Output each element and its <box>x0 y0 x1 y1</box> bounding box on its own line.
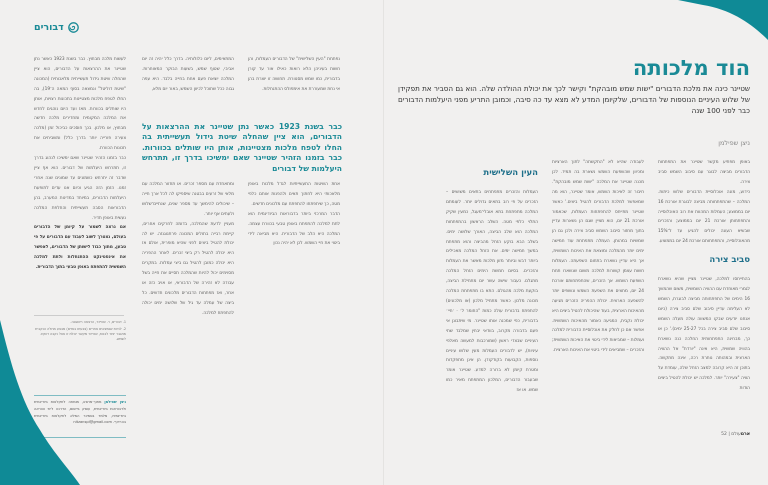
paragraph: כידוע, מונה אוכלוסיית הדבורים שלוש כיתות. המלכה – שהתפתחותה מביצה לבוגרת אורכת 16 יום בממוצע; העמלות המהוות את רוב האוכלוסייה והתפתחותן אורכת 21 יום בממוצע; והזכרים שבשיא העונה יכולים להגיע עד ל־15% מהאוכלוסייה, והתפתחותם אורכת 24 יום בממוצע. <box>658 189 750 245</box>
decorative-wave <box>0 300 80 485</box>
left-col-1-bottom <box>248 180 340 380</box>
paragraph: הדבר המרכזי ביותר בדבוראות הביודינמית הוא לתת למלכה להתפתח באופן טבעי בכוורת עצמה. המלכה היא הלב של הדבורית. היא מביאה לידי ביטוי את חיי השמש. לכן לא יהיה נכון <box>248 211 340 247</box>
paragraph: אם נרצה לשמור על קיומן של הדבורים בעולם, נצטרך לשוב לעבוד עם הדבורים על פי טבען, מתוך כבוד לישותן של הדבורים, לאפשר את אינסטינקט ההתנחלות ולתת למלכה השמשית להתפתח באופן טבעי בתוך הדבורית. <box>34 225 126 271</box>
right-col-1 <box>658 158 750 394</box>
section-tag <box>34 22 79 33</box>
magazine-brand: ארם <box>740 432 750 437</box>
right-col-3 <box>446 168 538 394</box>
paragraph: לעבודה שהיא לא "התקשתה" לתוך הארציות ומכיוון שהשפעת השמש נשארת בה תמיד. לכן מכנה שטיינר את המלכה "ישות שמש מובהקת". חיבור זה לאיכות השמש, אומר שטיינר, הוא מה שמאפשר למלכת הדבורים להטיל ביצים.' כאשר שטיינר מתייחס להתפתחות העמלות, שכאמור אורכת 21 יום, הוא מציין שגם הן נשארות עדיין בתוך מחזור סיבוב השמש סביב צירה ולכן גם הן שמשיות במהותן. העמלה מתפתחת עוד חמישה ימים יותר מהמלכה ומוצאת את האיכות השמשית, אך היא עדיין נשארת בתחום השפעתה. העמלות חשות עצמן קשורות למלכה משום שנשארו תחת השפעת השמש. אך הזכרים, שהתפתחותם אורכת 24 יום, מחצים את השפעת השמש ונשופים יותר להשפעה הארצית. יכולת ההפריה הזכרים מגיעה מהאיכות הארצית, בעוד שהיכולת להטיל ביצים היא יכולת נקבית, המגיעה כאמור מהאיכות השמשית. אפשר אם כן לחלק את אוכלוסיית הדבורית למלכה ועמלות – שמביאות לידי ביטוי את האיכות השמשית; והזכרים – שמביאים לידי ביטוי את האיכות הארצית. <box>552 160 645 354</box>
right-col-2 <box>552 158 644 373</box>
byline: ניצן שפילמן <box>718 139 750 147</box>
subheading: סביב צירה <box>709 255 750 266</box>
page-number: 52 <box>721 432 727 437</box>
paragraph: כבר בזמנו הזהיר שטיינר שאם ימשיכו לנהוג בדרך זו, תתרחש היעלמות של דבורים. הוא אף ציין שדבר זה יתרחש כשמונים עד שמונים שנה אחרי זמנו. הזמן הזה הגיע וכיום אנו עדים לתופעת היעלמות הדבורים, במיוחד במדינות המערב, בהן הדבוראות הסבה תעשייתית והחלפת המלכה נעשית באופן תדיר. <box>34 156 126 221</box>
decorative-wave <box>678 0 768 50</box>
footnote: 2. להיות שנמצאים אחרים (צבעים באזים) מבצע מחלה הנקבית מתגבר יותר לבנות, שטיינר מקשר יכולת זו אצל נקבה דווקא לשמש. <box>35 327 126 341</box>
paragraph: נפתחת "העין השלישית" של הדבורים העמלות, והן חשות בעיניהן הלא רואות כאילו אור עד קורן בדבורית, כמו שמש מסנוורת. תחושה זו יוצרת בהן אי נחת שמעוררת את אימפולס ההתנחלות. <box>248 57 340 92</box>
left-col-2-top <box>142 55 234 95</box>
left-col-2-bottom <box>142 180 234 380</box>
footnote: 1. דבורים, ר. שטיינר, הרצאה ראשונה. <box>70 320 126 324</box>
paragraph: ומתאחדת עם מספר זכרים. או תחזור המלכה עם מלאי של זרעים בבטנה שיספיקו לה לכל ארך חייה – שיכולים להימשך עד מספר שנים, שנתיים־שלוש ולעתים אף יותר. <box>142 182 234 217</box>
paragraph: בהתייחסו למלכה, שטיינר מציין שהיא נשארת לגמרי מאוחדת עם ההוויה השמשית, משום שהמשך 16 הימים של התפתחותה מביצה לבוגרת, השמש לא העלימה עדיין סיבוב שלם סביב צירה (כיום אנחנו יודעים שבקו המשווה עולה מעלה השמש סיבוב שלם סביב צירה בכל 25-27 ימים).' כן או כך, מבחינה התפתחותית החלכה כנה נשארת בהוויה שמשית, היא אינה "יורדת" אל ההוויה הארצית ובמהותה נותרת רכה, אינה מתקשה. בתוכן זה היא קרובה למצב הזחל שלה, עומדת על הוויה "צעירה" יותר. למלכה יש יכולת להטיל ביצים הודות <box>658 277 750 392</box>
left-col-3 <box>34 55 126 273</box>
section-tag-label: דבורים <box>34 22 64 33</box>
paragraph: מעניין לדעת שהמלכה, בדומה לחרקים אחרים, קיימת רבייה בתולים המכונה פרתנוגנזה. יש לה יכולת להטיל ביצים לפני שהיא מופרית, אולם אז היא יכולה להטיל רק ביצי זכרים. לאחר ההפריה היא יכולה כמובן להטיל גם ביצי עמלות. במקרים מסוימים יכול להיות שהמלכה תסיים את חייה בשל עבודה לא זהירה של הדבוראי, או אויב כזה או אחר, ואז מפתחות הדבורים מלכונים חדשים. כל ביצה של עמלה עד גיל של שלושה ימים יכולה להתפתח למלכה. <box>142 221 234 316</box>
paragraph: המתאימים, ליום כלולותיה. בדרך כלל יהיה זה יום אביבי, שטוף שמש, בשעות הבוקר המאוחרות. המלכה יוצאת פעם אחת בחייה בלבד. היא עפה גבוה ככל שתוכל לכיוון השמש, באור יום מלא, <box>142 57 234 92</box>
article-lead: שטיינר כינה את מלכת הדבורים "ישות שמש מובהקת" וקישר לכך את יכולת ההולדה שלה. הוא גם הסביר את תפקידן של שלוש העיניים הנוספות של הדבורים, שלקיומן המדע לא מצא עד כה סיבה, וכמובן התריע מפני היעלמות הדבורים כבר לפני 100 שנה <box>398 84 750 115</box>
left-col-1-top <box>248 55 340 95</box>
subheading: העין השלישית <box>483 168 538 178</box>
author-bio-text: מתוך־מרסא, מומחה לחקלאות ביודינמית ולדבוראות ביודינמית, עוסק ביישום, הדרכה ליווי והוראה ביודינמית, מלמד בסמינר המלא לחקלאות ביודינמית בהרדוף. <box>34 400 126 425</box>
paragraph: באופן מפתיע מקשר שטיינר את התפתחות הדבורים מביצה לבוגר עם סיבוב השמש סביב צירה. <box>658 160 750 185</box>
spiral-icon <box>68 22 79 33</box>
right-page <box>384 0 768 485</box>
paragraph: אחת השיטות התעשייתיות לגדל מלכות באופן מלאכותי היא לחתוך תאים ולהפנות אותם כלפי מטה, כך שיתפתחו להתפתח עם מלכונים חדשים. <box>248 182 340 207</box>
paragraph: לעשות מלכה מבחוץ. כבר בשנת 1923 כאשר נתן שטיינר את ההרצאות על הדבורים, הוא ציין שהחלה שיטת גידול תעשייתית מלאכותית (המכונה "שיטת דוליטל" ונמצאה בסוף המאה ה־19), בה החלו לטפח מלכות מצטיינות בתכונות רצויות, אותן היו שותלים בכוורות. מאז ועד היום נוהגים לחדש את המלכה המקומית ומחדירים מלכה חדשה מבחוץ, או מלכון. בכך חוסכים כביכול זמן (מלכה צעירה פורייה יותר בדרך כלל) ומשביחים את תכונות הכוורת. <box>34 57 127 152</box>
paragraph: העמלות והזכרים מתפתחים בתאים משושים – הזכרים על פי רוב בתאים גדולים יותר. לעומתם המלכה מתפתחת בתא אובלי־מעגל, כמעין שקיק התלוי כלפי מטה. השלב הראשון בהתפתחות המלכה הוא שלב הביצה, האורך שלושה ימים. בשלב הבא בוקע הזחל מהביצה והוא מתפתח במשך חמישה ימים. את הזחל המלכה מאכילים ביותר דבש וביותר מזון מלכות מאשר את העמלות והזכרים. בסיום חמשת הימים הזחל המלכה מתגלם. כעבור שישה עשר יום מתחילת הביצה, בוקעת מלכה מהגולם. התא בו מתפתחת המלכה מכונה מלכון. כאשר מתחיל מלכון (או מלכונים) להתפתח בדבורית עולה כמות "החומר ל׳ · ׳חיי׳ בדבורית, כפי שמכנה אותו שטיינר. מי שיתבונן אי פעם בדבורה מקרוב, בוודאי יבחין שמלבד שתי העיניים שבצדי ראשן (שמורכבות למעשה מאלפי עיניות), יש לדבורים העמלות מעין שלוש עיניים נוספות, הקבועות בקודקודן. הן אינן מתפקדות ומטרת קיומן לא ברורה למדע. שטיינר אומר שבעבור הדבורים, המלכון המתפתח מאיר כמו שמש. או אז <box>446 190 538 394</box>
magazine-brand-rest: עולם <box>731 432 741 437</box>
author-email[interactable]: nitzanspl@gmail.com <box>73 420 112 425</box>
page-folio: ארםעולם | 52 <box>721 432 750 437</box>
author-name: ניצן שפילמן <box>104 400 126 404</box>
article-title: הוד מלכותה <box>632 56 750 80</box>
pull-quote: כבר בשנת 1923 כאשר נתן שטיינר את ההרצאות על הדבורים, הוא ציין שהחלה שיטת גידול תעשייתית בה החלו לטפח מלכות מצטיינות, אותן היו שותלים בכוורות. כבר בזמנו הזהיר שטיינר שאם ימשיכו בדרך זו, תתרחש היעלמות של דבורים <box>142 122 343 173</box>
